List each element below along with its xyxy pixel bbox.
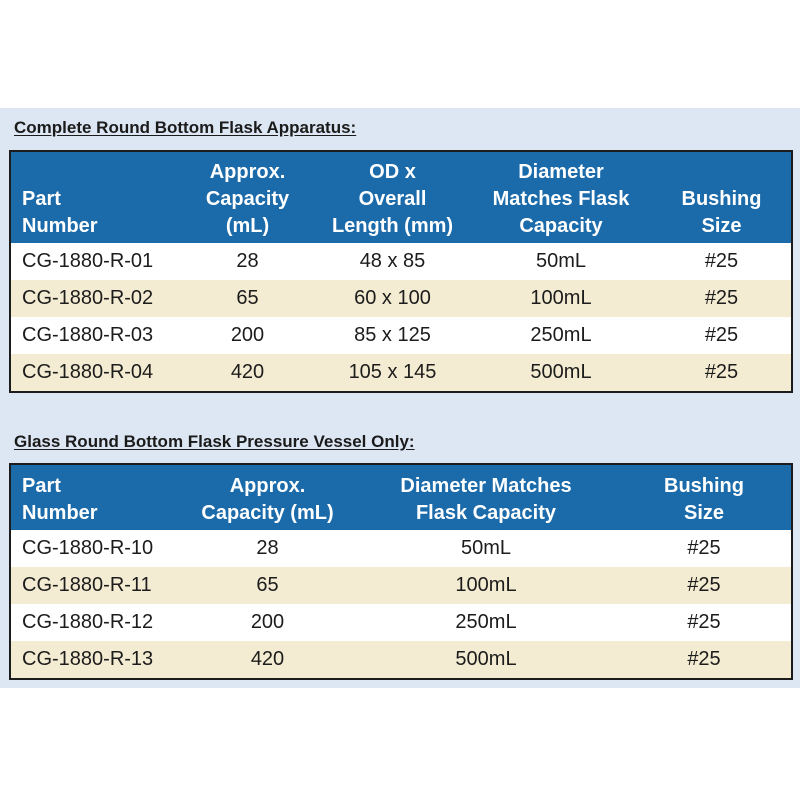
part-number-cell: CG-1880-R-01 — [10, 243, 180, 280]
part-number-cell: CG-1880-R-11 — [10, 567, 180, 604]
od-length-cell: 85 x 125 — [315, 317, 470, 354]
header-od-length: OD x Overall Length (mm) — [315, 151, 470, 243]
bushing-cell: #25 — [652, 243, 792, 280]
vessel-only-table — [9, 463, 793, 680]
bushing-cell: #25 — [617, 604, 792, 641]
header-approx-capacity: Approx. Capacity (mL) — [180, 151, 315, 243]
header-bushing-size: Bushing Size — [652, 151, 792, 243]
table-row — [10, 317, 792, 354]
capacity-cell: 28 — [180, 243, 315, 280]
capacity-cell: 420 — [180, 354, 315, 392]
header-row — [10, 464, 792, 530]
table-row — [10, 530, 792, 567]
capacity-cell: 28 — [180, 530, 355, 567]
part-number-cell: CG-1880-R-04 — [10, 354, 180, 392]
header-row — [10, 151, 792, 243]
od-length-cell: 60 x 100 — [315, 280, 470, 317]
diameter-cell: 500mL — [355, 641, 617, 679]
table-row — [10, 604, 792, 641]
capacity-cell: 200 — [180, 604, 355, 641]
capacity-cell: 65 — [180, 280, 315, 317]
bushing-cell: #25 — [617, 567, 792, 604]
header-approx-capacity: Approx. Capacity (mL) — [180, 464, 355, 530]
capacity-cell: 200 — [180, 317, 315, 354]
part-number-cell: CG-1880-R-02 — [10, 280, 180, 317]
header-diameter-matches: Diameter Matches Flask Capacity — [355, 464, 617, 530]
capacity-cell: 420 — [180, 641, 355, 679]
diameter-cell: 500mL — [470, 354, 652, 392]
od-length-cell: 105 x 145 — [315, 354, 470, 392]
part-number-cell: CG-1880-R-13 — [10, 641, 180, 679]
diameter-cell: 100mL — [355, 567, 617, 604]
table-row — [10, 280, 792, 317]
bushing-cell: #25 — [617, 530, 792, 567]
header-diameter-matches: Diameter Matches Flask Capacity — [470, 151, 652, 243]
capacity-cell: 65 — [180, 567, 355, 604]
bushing-cell: #25 — [652, 317, 792, 354]
diameter-cell: 250mL — [355, 604, 617, 641]
part-number-cell: CG-1880-R-12 — [10, 604, 180, 641]
header-part-number: Part Number — [10, 151, 180, 243]
part-number-cell: CG-1880-R-10 — [10, 530, 180, 567]
od-length-cell: 48 x 85 — [315, 243, 470, 280]
table1-title: Complete Round Bottom Flask Apparatus: — [14, 118, 357, 137]
header-bushing-size: Bushing Size — [617, 464, 792, 530]
table-row — [10, 641, 792, 679]
table2-title: Glass Round Bottom Flask Pressure Vessel Only: — [14, 432, 415, 451]
header-part-number: Part Number — [10, 464, 180, 530]
table-row — [10, 567, 792, 604]
part-number-cell: CG-1880-R-03 — [10, 317, 180, 354]
table-row — [10, 354, 792, 392]
bushing-cell: #25 — [652, 280, 792, 317]
diameter-cell: 50mL — [355, 530, 617, 567]
diameter-cell: 50mL — [470, 243, 652, 280]
diameter-cell: 100mL — [470, 280, 652, 317]
bushing-cell: #25 — [652, 354, 792, 392]
diameter-cell: 250mL — [470, 317, 652, 354]
bushing-cell: #25 — [617, 641, 792, 679]
table-row — [10, 243, 792, 280]
apparatus-table — [9, 150, 793, 393]
